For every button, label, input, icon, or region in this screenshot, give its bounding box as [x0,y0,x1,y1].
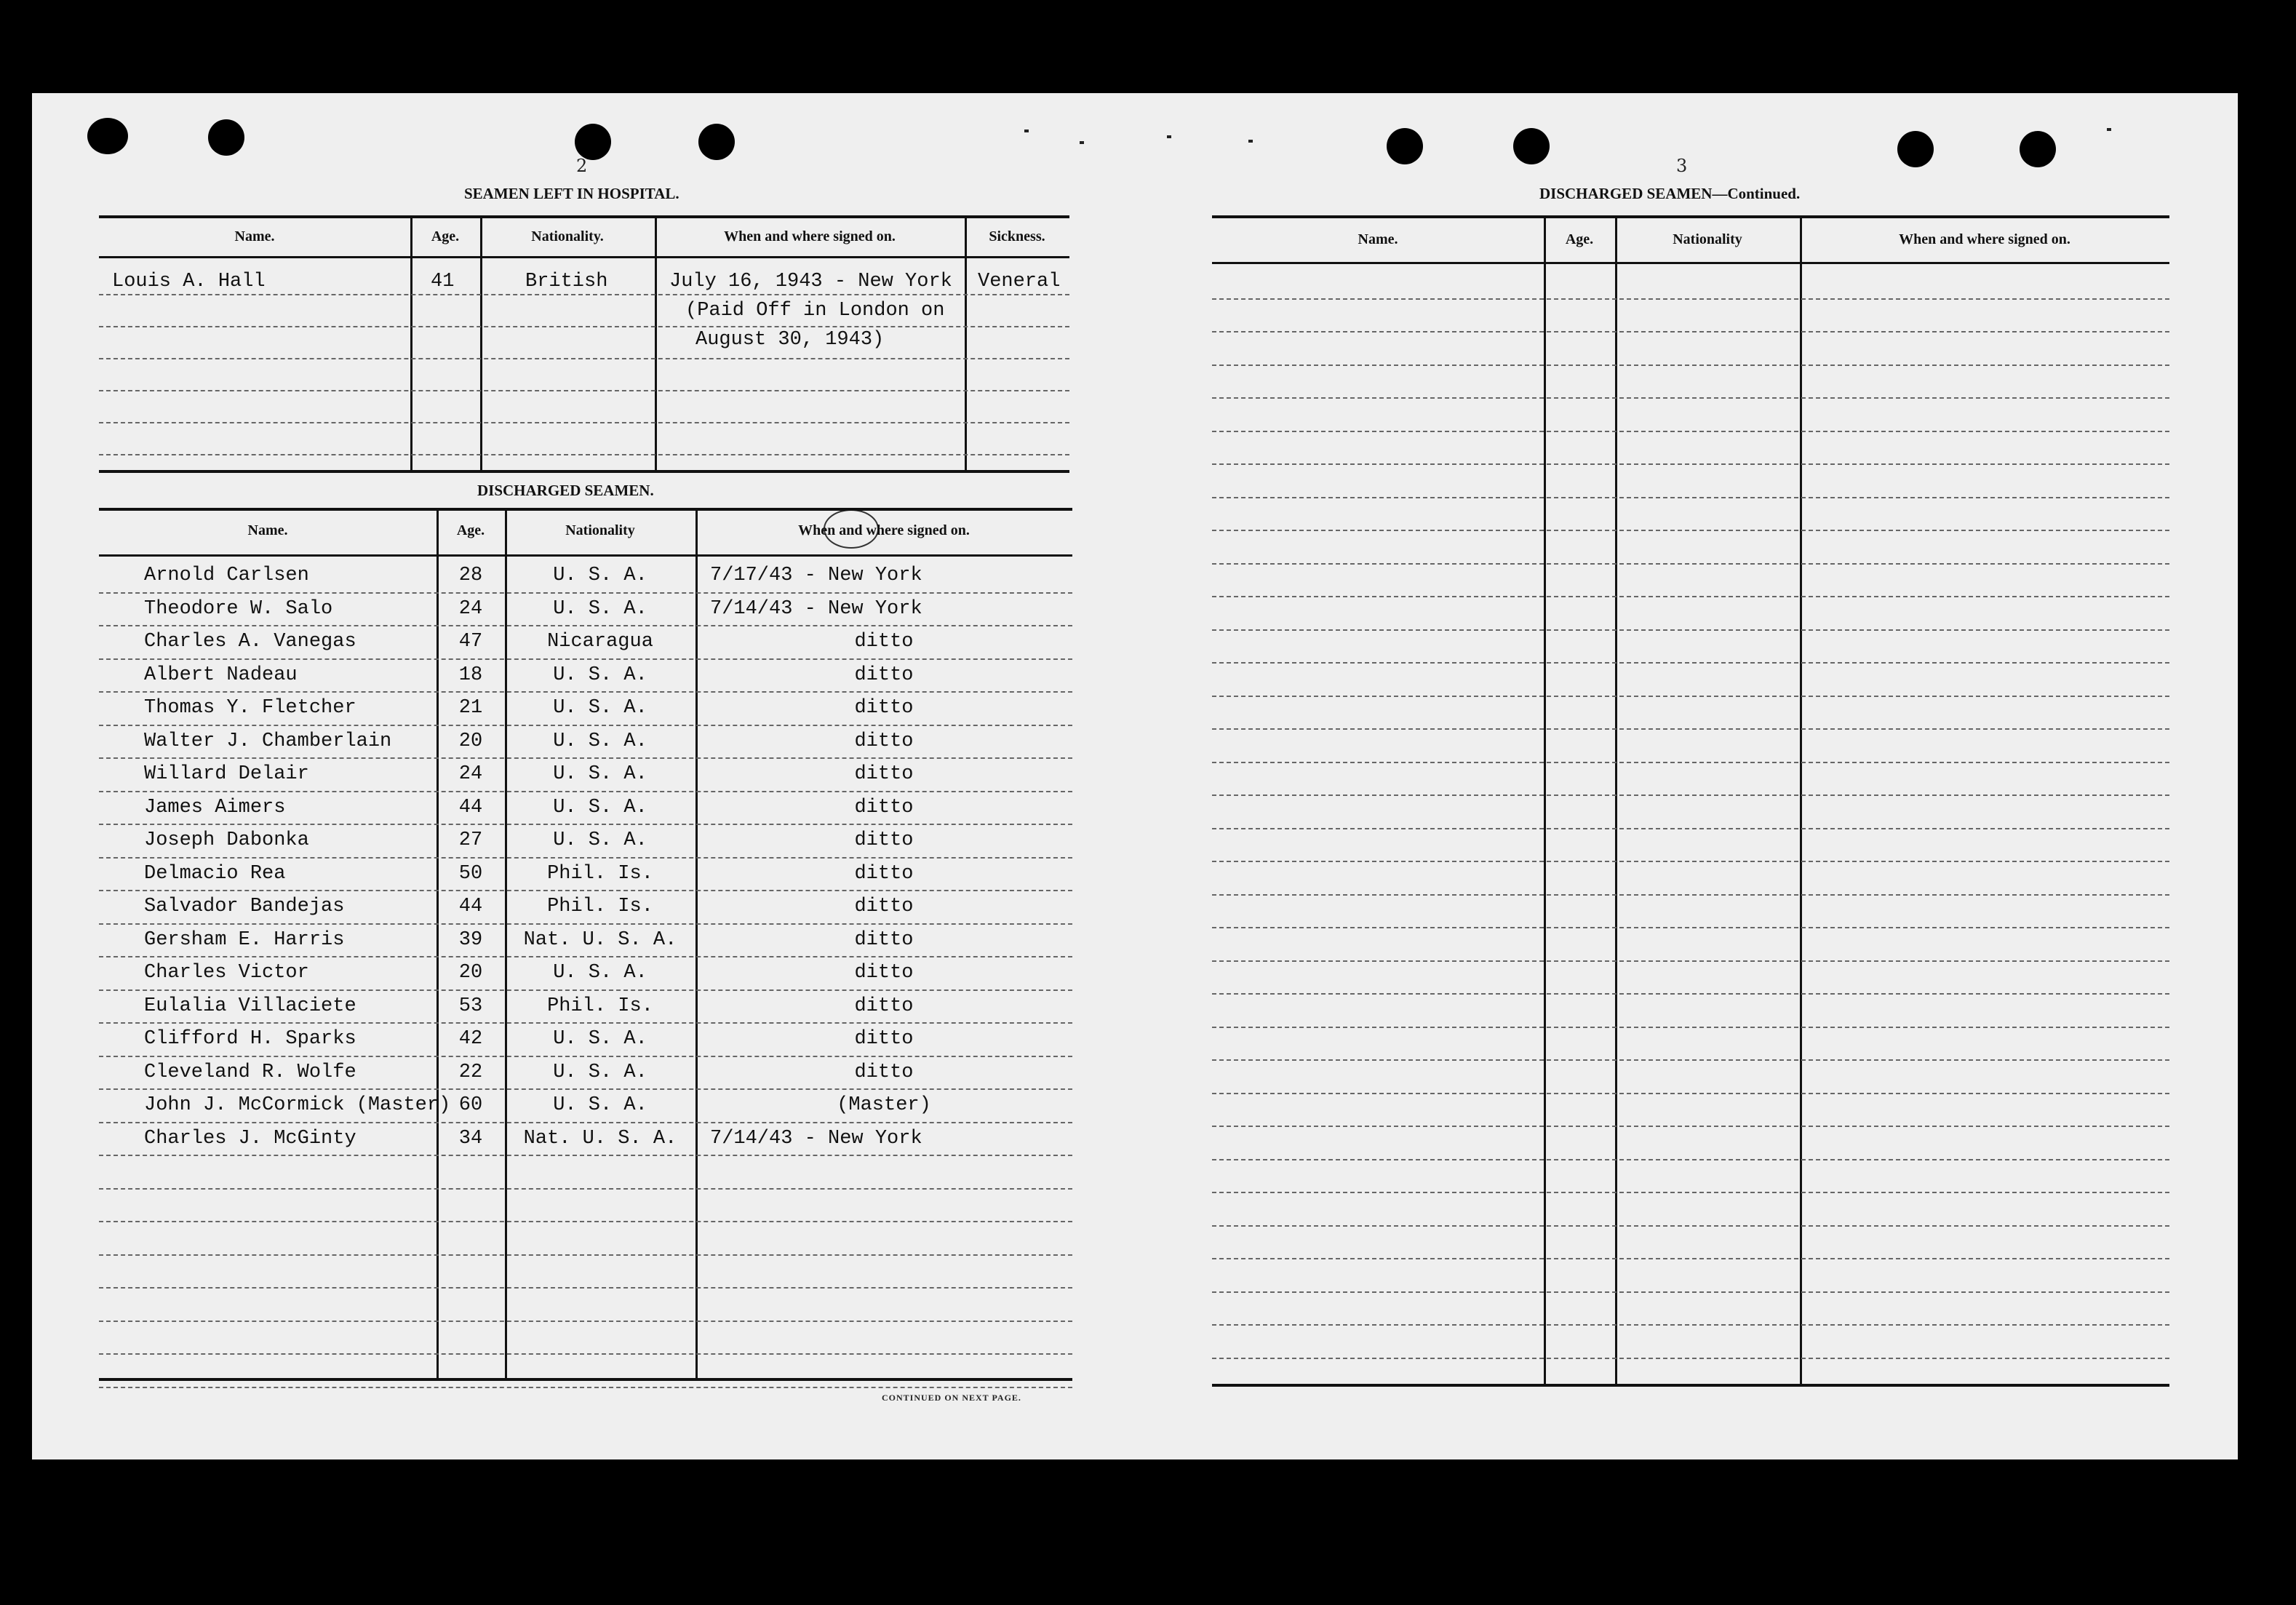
continued-footer: CONTINUED ON NEXT PAGE. [882,1393,1021,1403]
seaman-age: 42 [458,1028,483,1050]
seaman-signed-on: ditto [854,962,914,984]
discharged-table [99,508,1072,1381]
punch-hole [698,124,735,160]
ruled-line [99,592,1072,594]
seaman-nationality: U. S. A. [553,598,647,620]
seaman-nationality: U. S. A. [553,1028,647,1050]
hospital-age: 41 [431,271,455,292]
seaman-nationality: Nat. U. S. A. [523,1128,677,1150]
ruled-line [99,1353,1072,1355]
seaman-age: 39 [458,929,483,951]
seaman-age: 21 [458,697,483,719]
seaman-age: 27 [458,829,483,851]
ruled-line [1212,298,2169,300]
ruled-line [1212,1324,2169,1326]
ruled-line [99,757,1072,759]
continued-header-name: Name. [1358,231,1398,247]
seaman-signed-on: (Master) [837,1094,931,1116]
seaman-name: Charles A. Vanegas [144,631,356,653]
ruled-line [1212,331,2169,332]
ruled-line [1212,794,2169,796]
seaman-age: 44 [458,797,483,819]
seaman-signed-on: 7/17/43 - New York [710,565,922,586]
seaman-name: Albert Nadeau [144,664,298,686]
seaman-age: 60 [458,1094,483,1116]
ruled-line [1212,894,2169,896]
ruled-line [1212,530,2169,531]
hospital-header-signed-on: When and where signed on. [724,228,896,244]
ruled-line [1212,662,2169,664]
seaman-signed-on: ditto [854,995,914,1017]
seaman-signed-on: ditto [854,863,914,885]
hospital-sickness: Veneral [978,271,1061,292]
continued-section-title: DISCHARGED SEAMEN—Continued. [1539,185,1801,202]
seaman-age: 53 [458,995,483,1017]
seaman-name: Willard Delair [144,763,309,785]
continued-header-nationality: Nationality [1673,231,1742,247]
seaman-nationality: Phil. Is. [547,995,653,1017]
seaman-nationality: U. S. A. [553,797,647,819]
seaman-signed-on: ditto [854,1028,914,1050]
ruled-line [1212,1059,2169,1061]
punch-hole [2020,131,2056,167]
left-page-number: 2 [576,156,588,176]
ruled-line [1212,563,2169,565]
ruled-line [1212,431,2169,432]
seaman-name: Theodore W. Salo [144,598,333,620]
discharged-header-nationality: Nationality [565,522,635,538]
seaman-nationality: U. S. A. [553,829,647,851]
ruled-line [99,1155,1072,1156]
hospital-header-name: Name. [234,228,275,244]
ruled-line [1212,828,2169,829]
seaman-age: 20 [458,730,483,752]
seaman-nationality: U. S. A. [553,763,647,785]
ruled-line [1212,960,2169,962]
continued-header-age: Age. [1565,231,1594,247]
seaman-name: Salvador Bandejas [144,896,345,917]
punch-hole [208,119,244,156]
seaman-signed-on: ditto [854,664,914,686]
seaman-signed-on: ditto [854,697,914,719]
speck [2107,128,2111,131]
ruled-line [99,1188,1072,1190]
ruled-line [99,857,1072,859]
seaman-name: Walter J. Chamberlain [144,730,392,752]
ruled-line [99,1088,1072,1090]
seaman-age: 47 [458,631,483,653]
seaman-age: 22 [458,1062,483,1083]
seaman-name: Delmacio Rea [144,863,286,885]
ruled-line [99,791,1072,792]
seaman-name: Thomas Y. Fletcher [144,697,356,719]
seaman-name: Clifford H. Sparks [144,1028,356,1050]
hospital-signed-on-line-1: July 16, 1943 - New York [669,271,952,292]
seaman-signed-on: ditto [854,763,914,785]
seaman-nationality: U. S. A. [553,1094,647,1116]
seaman-nationality: Phil. Is. [547,863,653,885]
ruled-line [1212,1258,2169,1259]
ruled-line [99,1122,1072,1123]
ruled-line [99,691,1072,693]
ruled-line [99,1387,1072,1388]
seaman-signed-on: ditto [854,730,914,752]
ruled-line [1212,696,2169,697]
ruled-line [1212,993,2169,995]
seaman-nationality: U. S. A. [553,962,647,984]
seaman-name: Gersham E. Harris [144,929,345,951]
hospital-header-sickness: Sickness. [989,228,1045,244]
hospital-table [99,215,1069,473]
ruled-line [99,1056,1072,1057]
seaman-signed-on: ditto [854,829,914,851]
seaman-nationality: Nat. U. S. A. [523,929,677,951]
ruled-line [99,1254,1072,1256]
ruled-line [1212,1358,2169,1359]
ruled-line [1212,927,2169,928]
ruled-line [99,1321,1072,1322]
hospital-header-nationality: Nationality. [531,228,604,244]
seaman-age: 18 [458,664,483,686]
seaman-name: James Aimers [144,797,286,819]
ruled-line [1212,365,2169,366]
punch-hole [87,118,128,154]
seaman-signed-on: 7/14/43 - New York [710,1128,922,1150]
punch-hole [1897,131,1934,167]
seaman-name: Charles J. McGinty [144,1128,356,1150]
discharged-header-signed-on: When and where signed on. [798,522,970,538]
ruled-line [1212,497,2169,498]
ruled-line [1212,1192,2169,1193]
ruled-line [1212,1093,2169,1094]
ruled-line [1212,1291,2169,1293]
seaman-nationality: U. S. A. [553,1062,647,1083]
seaman-nationality: Nicaragua [547,631,653,653]
discharged-header-name: Name. [247,522,288,538]
ruled-line [99,725,1072,726]
seaman-signed-on: ditto [854,896,914,917]
seaman-name: Cleveland R. Wolfe [144,1062,356,1083]
discharged-continued-table [1212,215,2169,1388]
punch-hole [1387,128,1423,164]
seaman-name: John J. McCormick (Master) [144,1094,451,1116]
seaman-signed-on: 7/14/43 - New York [710,598,922,620]
document-sheet [32,93,2238,1459]
seaman-age: 20 [458,962,483,984]
seaman-age: 34 [458,1128,483,1150]
ruled-line [99,1221,1072,1222]
hospital-signed-on-line-2: (Paid Off in London on [685,300,945,322]
ruled-line [1212,1159,2169,1160]
ruled-line [99,824,1072,825]
speck [1167,135,1171,138]
ruled-line [1212,629,2169,631]
punch-hole [1513,128,1550,164]
seaman-nationality: Phil. Is. [547,896,653,917]
seaman-name: Eulalia Villaciete [144,995,356,1017]
seaman-signed-on: ditto [854,929,914,951]
ruled-line [1212,463,2169,465]
continued-header-signed-on: When and where signed on. [1899,231,2070,247]
seaman-age: 50 [458,863,483,885]
ruled-line [1212,1225,2169,1227]
ruled-line [1212,762,2169,763]
hospital-nationality: British [525,271,608,292]
seaman-nationality: U. S. A. [553,565,647,586]
seaman-signed-on: ditto [854,631,914,653]
seaman-age: 24 [458,763,483,785]
speck [1080,141,1084,144]
seaman-signed-on: ditto [854,1062,914,1083]
ruled-line [99,989,1072,991]
hospital-header-age: Age. [431,228,460,244]
hospital-name: Louis A. Hall [112,271,266,292]
seaman-name: Arnold Carlsen [144,565,309,586]
seaman-age: 28 [458,565,483,586]
ruled-line [1212,1027,2169,1028]
speck [1248,140,1253,143]
hospital-signed-on-line-3: August 30, 1943) [695,329,885,351]
ruled-line [1212,1126,2169,1127]
ruled-line [99,625,1072,626]
ruled-line [99,923,1072,925]
ruled-line [1212,728,2169,730]
ruled-line [1212,397,2169,399]
right-page-number: 3 [1676,156,1688,176]
seaman-name: Joseph Dabonka [144,829,309,851]
seaman-nationality: U. S. A. [553,664,647,686]
punch-hole [575,124,611,160]
discharged-header-age: Age. [456,522,485,538]
ruled-line [1212,596,2169,597]
ruled-line [99,1287,1072,1289]
ruled-line [99,1022,1072,1024]
discharged-section-title: DISCHARGED SEAMEN. [477,482,654,499]
seaman-nationality: U. S. A. [553,730,647,752]
seaman-age: 24 [458,598,483,620]
ruled-line [99,658,1072,660]
ruled-line [1212,861,2169,862]
seaman-nationality: U. S. A. [553,697,647,719]
seaman-name: Charles Victor [144,962,309,984]
speck [1024,130,1029,132]
seaman-signed-on: ditto [854,797,914,819]
hospital-section-title: SEAMEN LEFT IN HOSPITAL. [464,185,679,202]
ruled-line [99,890,1072,891]
ruled-line [99,956,1072,957]
seaman-age: 44 [458,896,483,917]
